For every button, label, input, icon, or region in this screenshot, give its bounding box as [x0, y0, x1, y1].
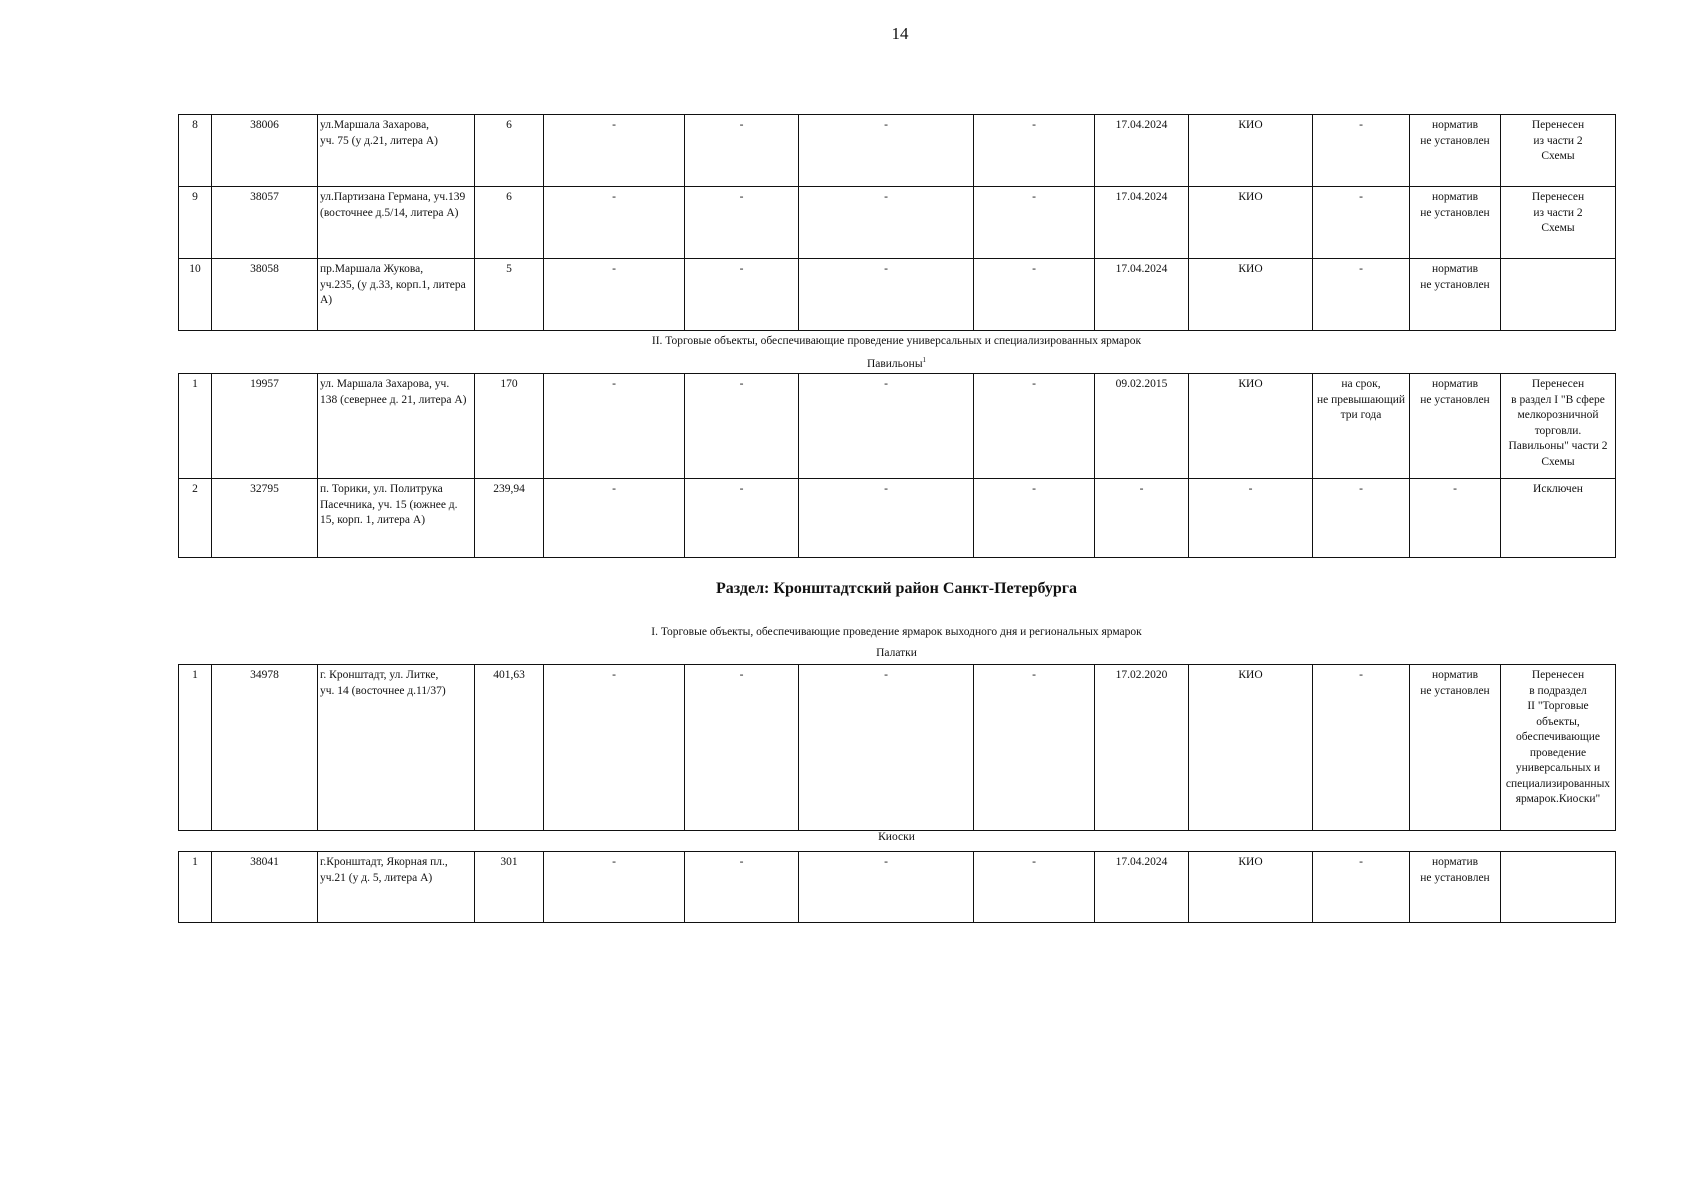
- register-table-pavilions: [178, 373, 1616, 558]
- cell-col-8: -: [974, 259, 1095, 331]
- cell-term: на срок, не превышающий три года: [1313, 374, 1410, 479]
- cell-term: -: [1313, 115, 1410, 187]
- cell-col-7: -: [799, 259, 974, 331]
- cell-area: 170: [475, 374, 544, 479]
- cell-standard: -: [1410, 479, 1501, 558]
- cell-object-number: 34978: [212, 665, 318, 831]
- cell-date: 17.04.2024: [1095, 852, 1189, 923]
- cell-object-number: 32795: [212, 479, 318, 558]
- cell-authority: КИО: [1189, 374, 1313, 479]
- cell-row-number: 1: [179, 665, 212, 831]
- cell-area: 6: [475, 115, 544, 187]
- cell-standard: норматив не установлен: [1410, 852, 1501, 923]
- cell-col-6: -: [685, 374, 799, 479]
- cell-area: 239,94: [475, 479, 544, 558]
- table-row: [179, 374, 1616, 479]
- cell-address: г. Кронштадт, ул. Литке, уч. 14 (восточнее д.11/37): [318, 665, 475, 831]
- cell-note: [1501, 852, 1616, 923]
- cell-col-6: -: [685, 187, 799, 259]
- cell-address: г.Кронштадт, Якорная пл., уч.21 (у д. 5, литера А): [318, 852, 475, 923]
- cell-authority: КИО: [1189, 259, 1313, 331]
- cell-area: 401,63: [475, 665, 544, 831]
- cell-date: -: [1095, 479, 1189, 558]
- cell-area: 6: [475, 187, 544, 259]
- cell-col-8: -: [974, 665, 1095, 831]
- cell-address: ул.Партизана Германа, уч.139 (восточнее д.5/14, литера А): [318, 187, 475, 259]
- table-row: [179, 479, 1616, 558]
- cell-date: 17.04.2024: [1095, 115, 1189, 187]
- cell-col-6: -: [685, 115, 799, 187]
- cell-address: ул. Маршала Захарова, уч. 138 (севернее д. 21, литера А): [318, 374, 475, 479]
- cell-note: Перенесен из части 2 Схемы: [1501, 187, 1616, 259]
- cell-col-5: -: [544, 115, 685, 187]
- cell-col-8: -: [974, 852, 1095, 923]
- pavilions-caption: [178, 356, 1615, 370]
- cell-term: -: [1313, 187, 1410, 259]
- table-row: [179, 187, 1616, 259]
- cell-object-number: 38006: [212, 115, 318, 187]
- table-row: [179, 665, 1616, 831]
- cell-authority: КИО: [1189, 852, 1313, 923]
- cell-col-5: -: [544, 852, 685, 923]
- cell-object-number: 38041: [212, 852, 318, 923]
- cell-row-number: 2: [179, 479, 212, 558]
- cell-object-number: 38057: [212, 187, 318, 259]
- cell-date: 17.02.2020: [1095, 665, 1189, 831]
- table-row: [179, 115, 1616, 187]
- register-table-kiosks: [178, 851, 1616, 923]
- pavilions-label: Павильоны: [866, 358, 923, 370]
- kiosks-caption: Киоски: [878, 831, 915, 843]
- cell-row-number: 10: [179, 259, 212, 331]
- cell-col-6: -: [685, 852, 799, 923]
- cell-col-6: -: [685, 665, 799, 831]
- cell-col-8: -: [974, 374, 1095, 479]
- cell-note: Исключен: [1501, 479, 1616, 558]
- cell-note: Перенесен из части 2 Схемы: [1501, 115, 1616, 187]
- cell-date: 09.02.2015: [1095, 374, 1189, 479]
- subsection-1-title: I. Торговые объекты, обеспечивающие проведение ярмарок выходного дня и региональных ярмарок: [651, 626, 1142, 638]
- pavilions-footnote-mark: 1: [922, 356, 927, 364]
- cell-term: -: [1313, 259, 1410, 331]
- cell-col-5: -: [544, 187, 685, 259]
- register-table-upper: [178, 114, 1616, 331]
- table-row: [179, 259, 1616, 331]
- cell-authority: -: [1189, 479, 1313, 558]
- cell-col-7: -: [799, 187, 974, 259]
- cell-col-7: -: [799, 479, 974, 558]
- cell-authority: КИО: [1189, 665, 1313, 831]
- cell-col-8: -: [974, 115, 1095, 187]
- cell-col-6: -: [685, 479, 799, 558]
- cell-row-number: 8: [179, 115, 212, 187]
- cell-date: 17.04.2024: [1095, 187, 1189, 259]
- page-number: 14: [891, 24, 909, 43]
- cell-row-number: 1: [179, 374, 212, 479]
- cell-address: пр.Маршала Жукова, уч.235, (у д.33, корп.1, литера А): [318, 259, 475, 331]
- cell-col-5: -: [544, 479, 685, 558]
- cell-authority: КИО: [1189, 187, 1313, 259]
- cell-col-7: -: [799, 665, 974, 831]
- cell-date: 17.04.2024: [1095, 259, 1189, 331]
- cell-term: -: [1313, 479, 1410, 558]
- cell-area: 5: [475, 259, 544, 331]
- cell-col-6: -: [685, 259, 799, 331]
- cell-col-5: -: [544, 665, 685, 831]
- cell-address: п. Торики, ул. Политрука Пасечника, уч. 15 (южнее д. 15, корп. 1, литера А): [318, 479, 475, 558]
- subsection-2-title: II. Торговые объекты, обеспечивающие проведение универсальных и специализированных ярмарок: [651, 335, 1142, 347]
- cell-col-8: -: [974, 187, 1095, 259]
- cell-term: -: [1313, 665, 1410, 831]
- cell-standard: норматив не установлен: [1410, 115, 1501, 187]
- cell-note: [1501, 259, 1616, 331]
- cell-note: Перенесен в подраздел II "Торговые объекты, обеспечивающие проведение универсальных и специализированных ярмарок.Киоски": [1501, 665, 1616, 831]
- section-heading: Раздел: Кронштадтский район Санкт-Петербурга: [715, 580, 1078, 597]
- cell-col-7: -: [799, 374, 974, 479]
- table-row: [179, 852, 1616, 923]
- tents-caption: Палатки: [876, 647, 917, 659]
- cell-note: Перенесен в раздел I "В сфере мелкорозничной торговли. Павильоны" части 2 Схемы: [1501, 374, 1616, 479]
- cell-term: -: [1313, 852, 1410, 923]
- cell-row-number: 1: [179, 852, 212, 923]
- cell-col-7: -: [799, 115, 974, 187]
- cell-standard: норматив не установлен: [1410, 187, 1501, 259]
- cell-object-number: 38058: [212, 259, 318, 331]
- cell-standard: норматив не установлен: [1410, 665, 1501, 831]
- cell-standard: норматив не установлен: [1410, 259, 1501, 331]
- cell-col-5: -: [544, 259, 685, 331]
- cell-authority: КИО: [1189, 115, 1313, 187]
- register-table-tents: [178, 664, 1616, 831]
- cell-object-number: 19957: [212, 374, 318, 479]
- cell-address: ул.Маршала Захарова, уч. 75 (у д.21, литера А): [318, 115, 475, 187]
- cell-col-7: -: [799, 852, 974, 923]
- cell-row-number: 9: [179, 187, 212, 259]
- cell-area: 301: [475, 852, 544, 923]
- cell-standard: норматив не установлен: [1410, 374, 1501, 479]
- cell-col-8: -: [974, 479, 1095, 558]
- cell-col-5: -: [544, 374, 685, 479]
